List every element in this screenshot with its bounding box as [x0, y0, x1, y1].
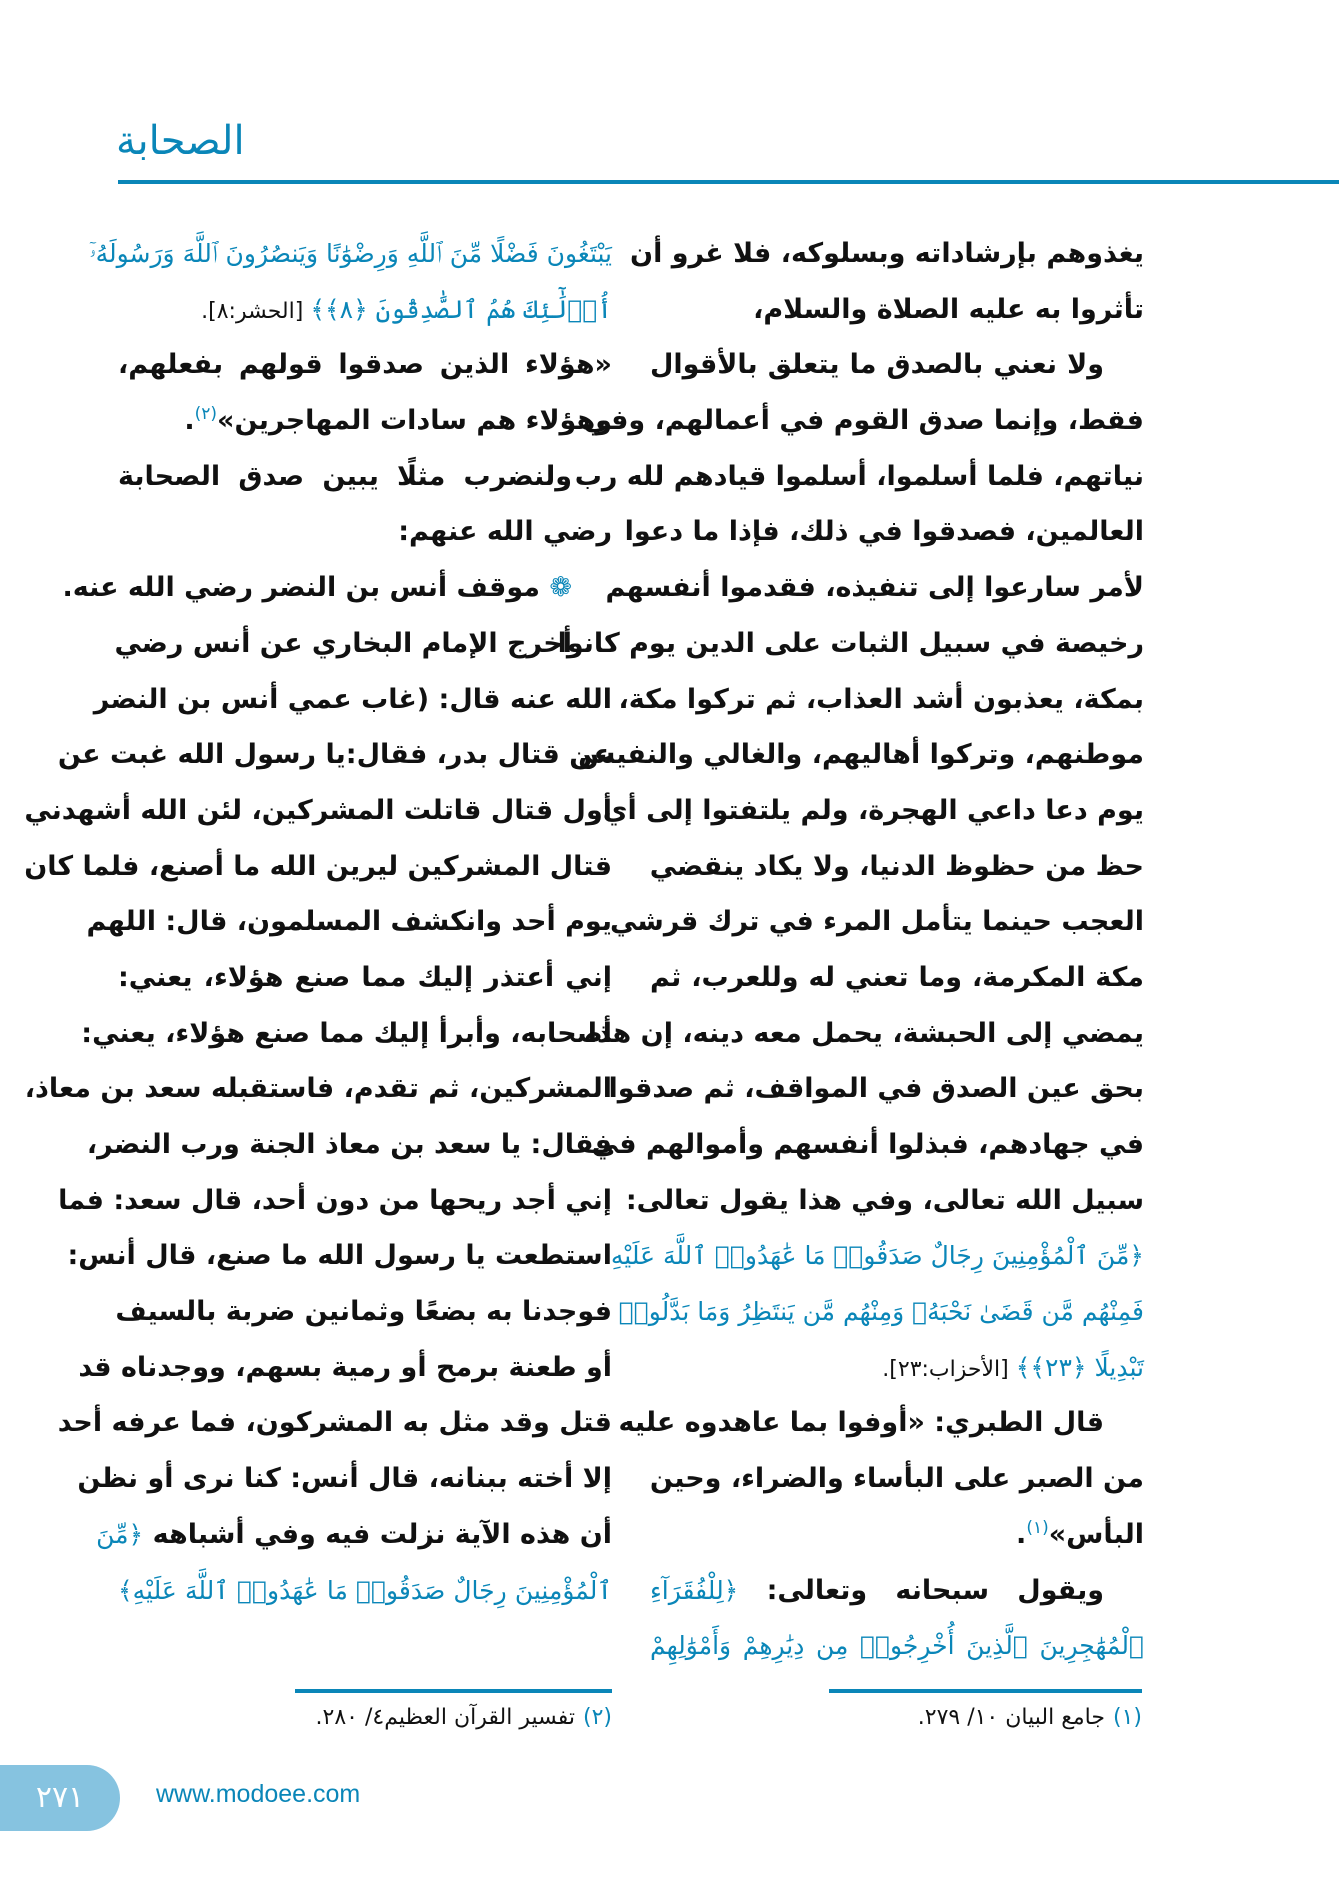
body-text: قال الطبري: «أوفوا بما عاهدوه عليه	[618, 1407, 1104, 1439]
text-line	[58, 1173, 612, 1229]
text-line	[618, 1395, 1144, 1451]
text-line	[115, 1284, 612, 1340]
body-text: استطعت يا رسول الله ما صنع، قال أنس:	[67, 1240, 612, 1272]
left-text-column	[24, 226, 612, 1618]
text-line	[650, 1618, 1144, 1674]
quran-verse: يَبْتَغُونَ فَضْلًا مِّنَ ٱللَّهِ وَرِضْوَٰنًا وَيَنصُرُونَ ٱللَّهَ وَرَسُولَهُۥٓ	[89, 239, 612, 268]
body-text: ولنضرب مثلًا يبين صدق الصحابة	[118, 460, 572, 492]
body-text: قتل وقد مثل به المشركون، فما عرفه أحد	[57, 1407, 612, 1439]
body-text: أن هذه الآية نزلت فيه وفي أشباهه	[143, 1518, 612, 1550]
text-line	[78, 1340, 612, 1396]
text-line	[118, 1563, 612, 1619]
body-text: وهؤلاء هم سادات المهاجرين»	[217, 405, 612, 437]
body-text: حظ من حظوظ الدنيا، ولا يكاد ينقضي	[649, 850, 1144, 882]
body-text: بمكة، يعذبون أشد العذاب، ثم تركوا مكة،	[618, 683, 1144, 715]
page-number-badge: ٢٧١	[0, 1765, 120, 1831]
body-text: يوم دعا داعي الهجرة، ولم يلتفتوا إلى أي	[602, 794, 1144, 826]
text-line	[118, 449, 612, 505]
body-text: الله عنه قال: (غاب عمي أنس بن النضر	[93, 683, 612, 715]
text-line	[609, 894, 1144, 950]
body-text: البأس»	[1048, 1518, 1144, 1550]
body-text: فقال: يا سعد بن معاذ الجنة ورب النضر،	[86, 1129, 612, 1160]
body-text: إني أعتذر إليك مما صنع هؤلاء، يعني:	[118, 961, 612, 993]
text-line	[118, 504, 612, 560]
text-line	[618, 1284, 1144, 1340]
text-line	[608, 1061, 1144, 1117]
footnote-1	[918, 1705, 1142, 1730]
text-line	[93, 672, 612, 728]
running-header-title: الصحابة	[116, 118, 245, 164]
text-line	[625, 1173, 1144, 1229]
text-line	[583, 393, 1144, 449]
quran-verse: ﴿مِّنَ ٱلْمُؤْمِنِينَ رِجَالٌ صَدَقُوا۟ مَا عَٰهَدُوا۟ ٱللَّهَ عَلَيْهِ	[610, 1241, 1144, 1271]
body-text: أول قتال قاتلت المشركين، لئن الله أشهدني	[24, 794, 612, 826]
quran-verse: أُو۟لَٰٓئِكَ هُمُ ٱلصَّٰدِقُونَ ﴿٨﴾﴾	[310, 294, 612, 324]
header-divider	[118, 180, 1339, 184]
body-text: المشركين، ثم تقدم، فاستقبله سعد بن معاذ،	[24, 1073, 612, 1105]
text-line	[650, 1451, 1144, 1507]
body-text: .	[1016, 1518, 1027, 1550]
text-line	[650, 839, 1144, 895]
body-text: قتال المشركين ليرين الله ما أصنع، فلما كان	[24, 850, 612, 882]
text-line	[57, 727, 612, 783]
footnote-divider-left	[295, 1689, 612, 1693]
body-text: موطنهم، وتركوا أهاليهم، والغالي والنفيس	[578, 739, 1144, 771]
text-line	[86, 894, 612, 950]
text-line	[57, 1395, 612, 1451]
text-line	[602, 783, 1144, 839]
body-text: ولا نعني بالصدق ما يتعلق بالأقوال	[650, 349, 1104, 381]
text-line	[24, 783, 612, 839]
verse-reference: [الأحزاب:٢٣].	[882, 1356, 1016, 1382]
body-text: فقط، وإنما صدق القوم في أعمالهم، وفي	[583, 405, 1144, 437]
text-line	[578, 727, 1144, 783]
text-line	[610, 1228, 1144, 1284]
quran-verse: فَمِنْهُم مَّن قَضَىٰ نَحْبَهُۥ وَمِنْهُم مَّن يَنتَظِرُ وَمَا بَدَّلُوا۟	[618, 1297, 1144, 1327]
body-text: رضي الله عنهم:	[398, 516, 612, 548]
body-text: رخيصة في سبيل الثبات على الدين يوم كانوا	[557, 627, 1144, 659]
quran-verse: تَبْدِيلًا ﴿٢٣﴾﴾	[1015, 1352, 1144, 1382]
body-text: في جهادهم، فبذلوا أنفسهم وأموالهم في	[591, 1129, 1144, 1160]
body-text: أو طعنة برمح أو رمية بسهم، ووجدناه قد	[78, 1351, 612, 1383]
text-line	[624, 504, 1144, 560]
text-line	[574, 449, 1144, 505]
quran-verse: ٱلْمُؤْمِنِينَ رِجَالٌ صَدَقُوا۟ مَا عَٰهَدُوا۟ ٱللَّهَ عَلَيْهِ﴾	[118, 1575, 612, 1605]
body-text: لأمر سارعوا إلى تنفيذه، فقدموا أنفسهم	[605, 572, 1144, 604]
text-line	[618, 672, 1144, 728]
body-text: العالمين، فصدقوا في ذلك، فإذا ما دعوا	[624, 516, 1144, 548]
text-line	[650, 1563, 1144, 1619]
text-line	[118, 950, 612, 1006]
text-line	[605, 560, 1144, 616]
body-text: بحق عين الصدق في المواقف، ثم صدقوا	[608, 1073, 1144, 1105]
flower-bullet-icon: ❁	[539, 572, 572, 604]
body-text: عن قتال بدر، فقال:يا رسول الله غبت عن	[57, 739, 612, 771]
text-line	[86, 1117, 612, 1173]
text-line	[557, 616, 1144, 672]
text-line	[77, 1451, 612, 1507]
text-line	[67, 1228, 612, 1284]
text-line	[24, 839, 612, 895]
text-line	[650, 1340, 1144, 1396]
footnote-divider-right	[829, 1689, 1142, 1693]
footnote-text: تفسير القرآن العظيم٤/ ٢٨٠.	[315, 1705, 575, 1730]
text-line	[650, 950, 1144, 1006]
footnote-marker: (٢)	[194, 404, 218, 425]
body-text: من الصبر على البأساء والضراء، وحين	[649, 1463, 1144, 1495]
body-text: نياتهم، فلما أسلموا، أسلموا قيادهم لله رب	[574, 460, 1144, 492]
body-text: يغذوهم بإرشاداته وبسلوكه، فلا غرو أن	[630, 238, 1144, 269]
body-text: ويقول سبحانه وتعالى:	[738, 1574, 1104, 1606]
text-line	[650, 282, 1144, 338]
text-line	[650, 1507, 1144, 1563]
text-line	[630, 226, 1144, 282]
footnote-text: جامع البيان ١٠/ ٢٧٩.	[917, 1705, 1105, 1730]
body-text: يوم أحد وانكشف المسلمون، قال: اللهم	[86, 906, 612, 938]
footnote-number: (٢)	[582, 1705, 612, 1730]
text-line	[118, 393, 612, 449]
text-line	[587, 1006, 1144, 1062]
body-text: .	[184, 405, 195, 437]
text-line	[81, 1006, 612, 1062]
body-text: أصحابه، وأبرأ إليك مما صنع هؤلاء، يعني:	[81, 1017, 612, 1049]
body-text: إني أجد ريحها من دون أحد، قال سعد: فما	[58, 1184, 612, 1216]
text-line	[24, 1061, 612, 1117]
body-text: العجب حينما يتأمل المرء في ترك قرشي	[609, 906, 1144, 938]
body-text: موقف أنس بن النضر رضي الله عنه.	[62, 572, 540, 604]
body-text: إلا أخته ببنانه، قال أنس: كنا نرى أو نظن	[77, 1463, 612, 1495]
text-line	[89, 226, 612, 282]
footnote-2	[316, 1705, 612, 1730]
text-line	[591, 1117, 1144, 1173]
body-text: مكة المكرمة، وما تعني له وللعرب، ثم	[650, 961, 1144, 993]
quran-verse: ﴿مِّنَ	[96, 1519, 144, 1549]
verse-reference: [الحشر:٨].	[201, 298, 311, 324]
body-text: «هؤلاء الذين صدقوا قولهم بفعلهم،	[118, 349, 612, 381]
footnote-marker: (١)	[1026, 1517, 1049, 1538]
text-line	[650, 337, 1144, 393]
quran-verse: ﴿لِلْفُقَرَآءِ	[650, 1575, 739, 1605]
body-text: أخرج الإمام البخاري عن أنس رضي	[114, 627, 572, 659]
text-line	[118, 282, 612, 338]
body-text: يمضي إلى الحبشة، يحمل معه دينه، إن هذا	[587, 1017, 1144, 1049]
text-line	[118, 337, 612, 393]
text-line	[114, 616, 612, 672]
text-line	[62, 560, 612, 616]
body-text: سبيل الله تعالى، وفي هذا يقول تعالى:	[625, 1184, 1144, 1216]
website-url[interactable]: www.modoee.com	[156, 1780, 361, 1808]
text-line	[96, 1507, 612, 1563]
body-text: تأثروا به عليه الصلاة والسلام،	[753, 293, 1144, 325]
footnote-number: (١)	[1112, 1705, 1142, 1730]
right-text-column	[557, 226, 1144, 1674]
body-text: فوجدنا به بضعًا وثمانين ضربة بالسيف	[115, 1296, 612, 1328]
quran-verse: ٱلْمُهَٰجِرِينَ ٱلَّذِينَ أُخْرِجُوا۟ مِن دِيَٰرِهِمْ وَأَمْوَٰلِهِمْ	[650, 1631, 1144, 1661]
